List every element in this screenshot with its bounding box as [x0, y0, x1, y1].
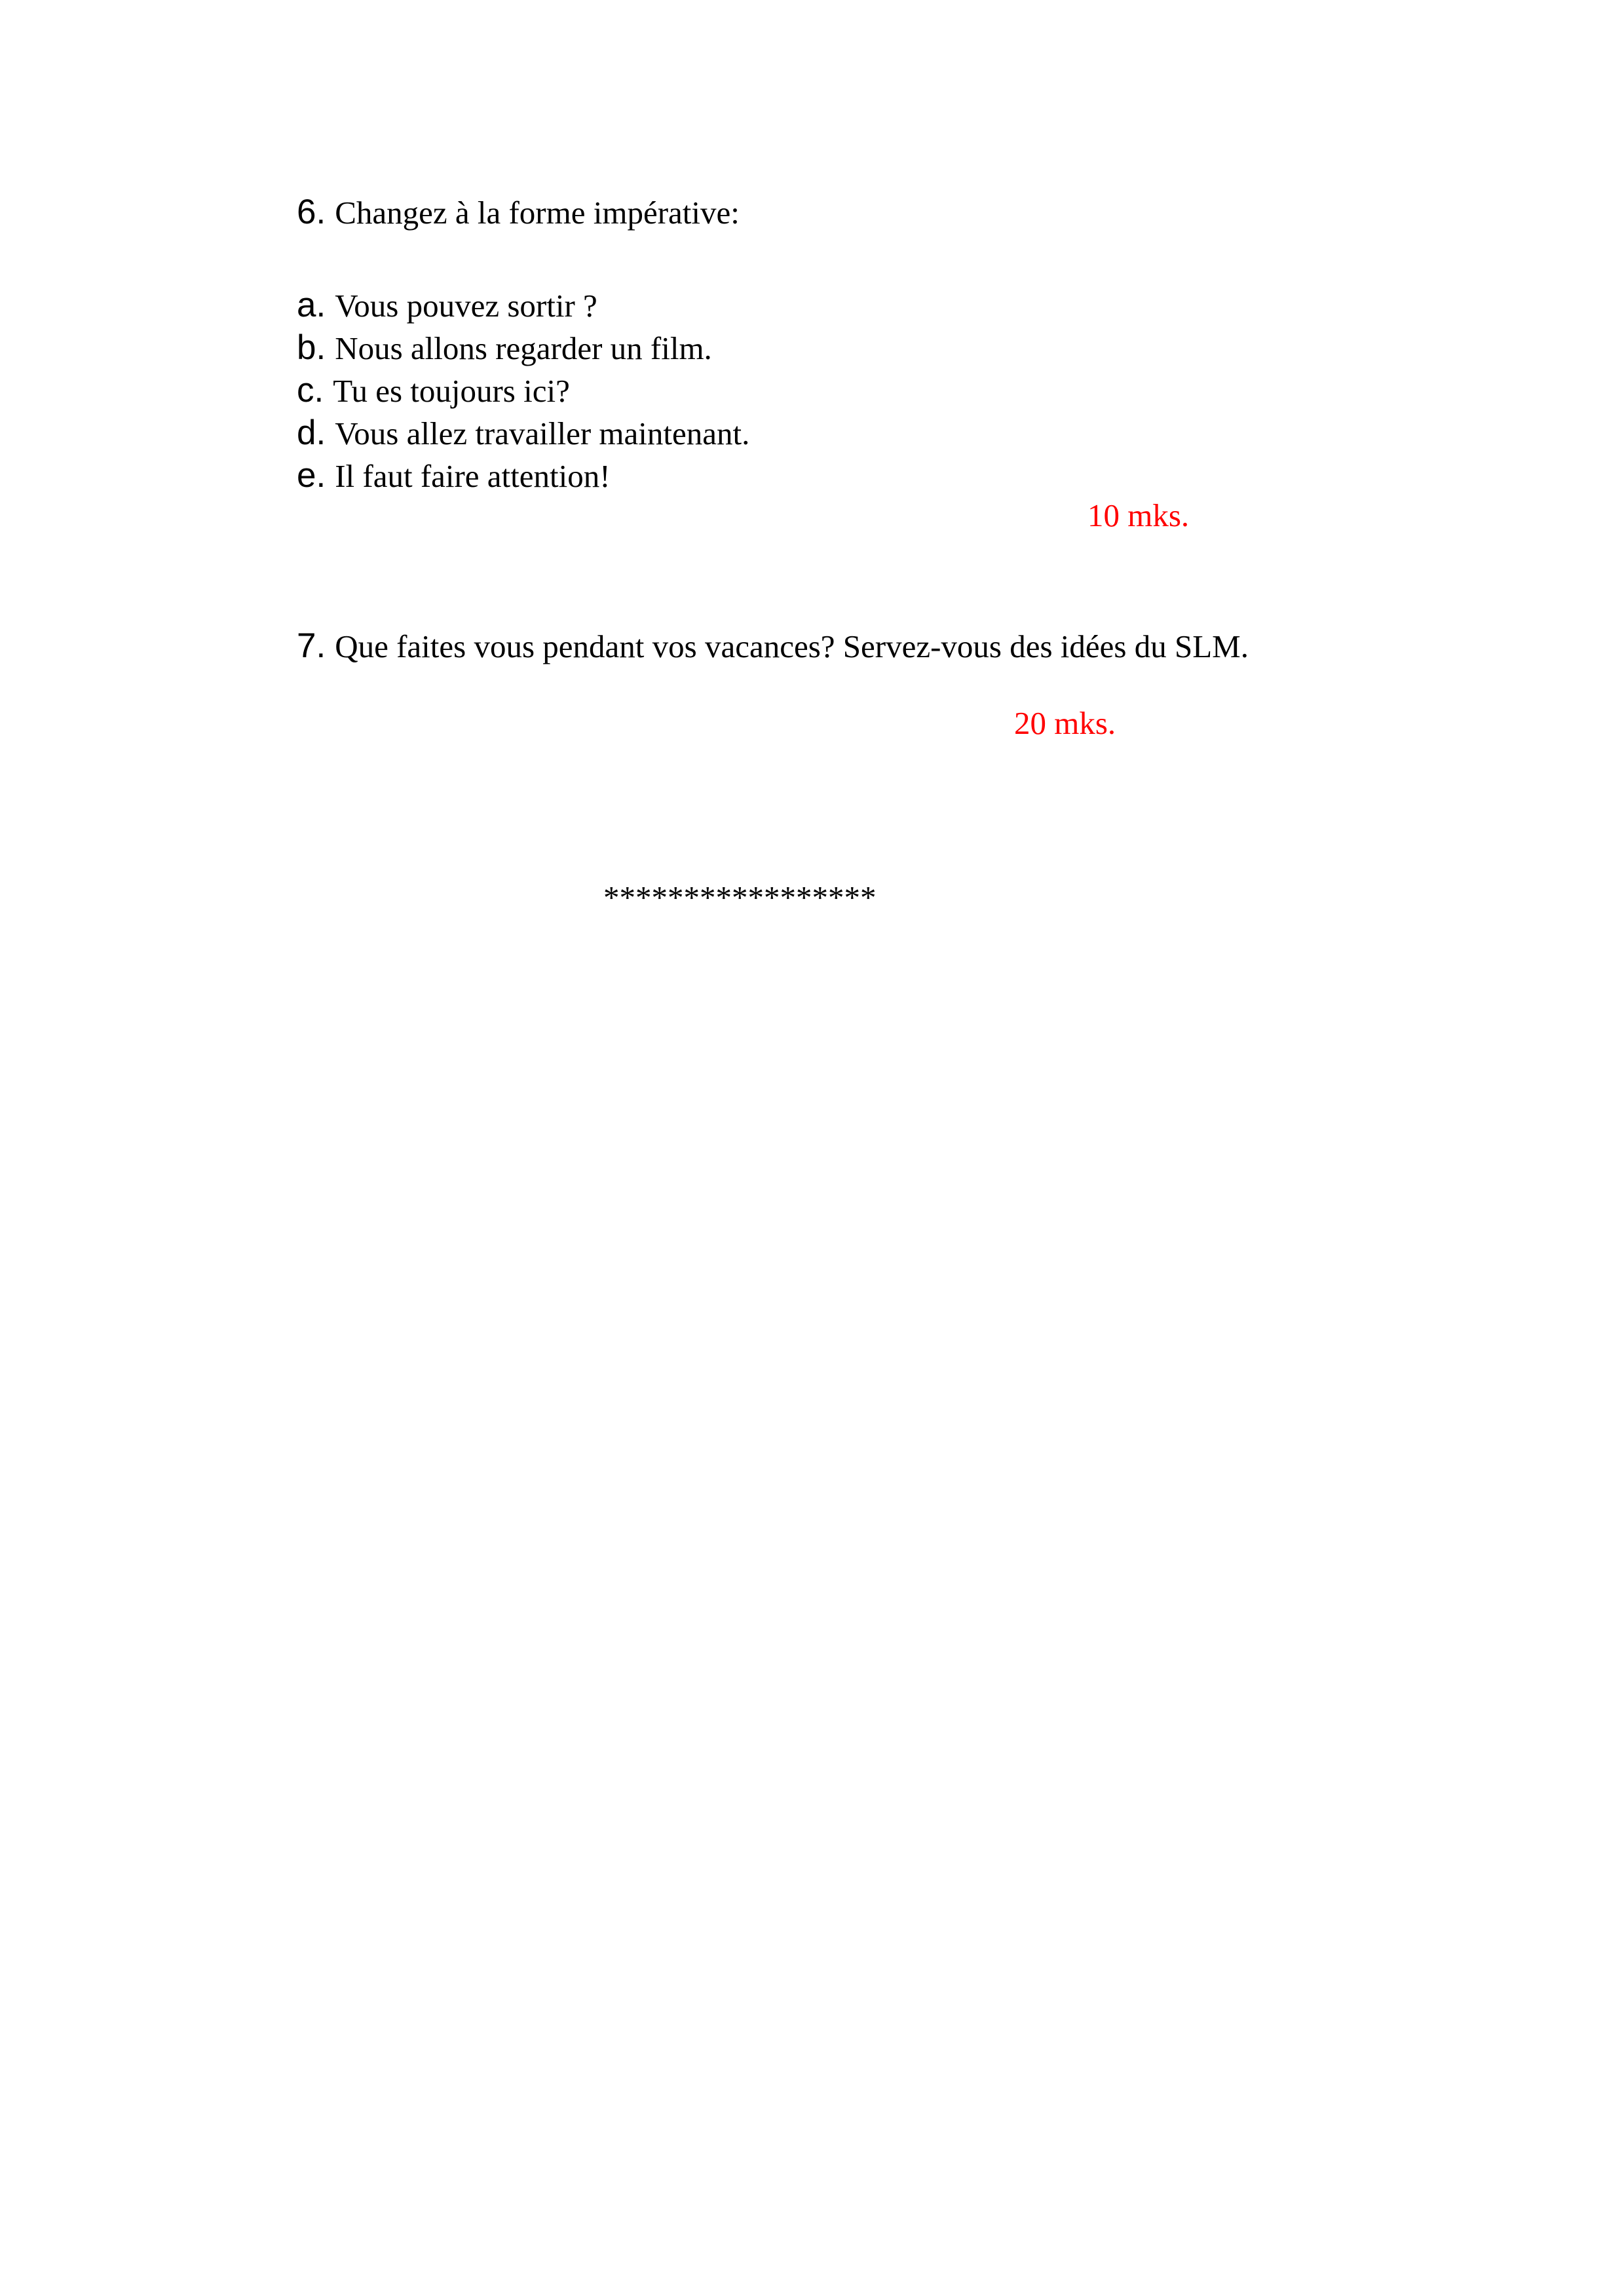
item-letter: e. [297, 456, 326, 495]
question-7-heading [297, 626, 1249, 666]
question-6-item-b [297, 328, 712, 368]
question-6-item-c [297, 371, 570, 411]
question-6-item-a [297, 286, 597, 326]
item-letter: d. [297, 413, 326, 452]
question-6-heading [297, 193, 740, 233]
item-letter: b. [297, 328, 326, 367]
question-7-number: 7. [297, 626, 326, 665]
item-text: Vous pouvez sortir ? [335, 288, 597, 324]
item-text: Vous allez travailler maintenant. [335, 415, 750, 451]
question-6-prompt: Changez à la forme impérative: [335, 195, 740, 231]
item-letter: c. [297, 371, 324, 410]
question-7-prompt: Que faites vous pendant vos vacances? Servez-vous des idées du SLM. [335, 628, 1249, 664]
question-6-item-d [297, 413, 749, 453]
item-text: Tu es toujours ici? [333, 373, 570, 409]
end-of-paper-marker: ***************** [603, 879, 877, 915]
item-text: Il faut faire attention! [335, 458, 611, 494]
question-6-number: 6. [297, 193, 326, 231]
question-6-item-e [297, 456, 611, 496]
question-7-marks: 20 mks. [1014, 705, 1116, 741]
item-text: Nous allons regarder un film. [335, 330, 712, 366]
question-6-marks: 10 mks. [1087, 497, 1190, 533]
item-letter: a. [297, 286, 326, 324]
